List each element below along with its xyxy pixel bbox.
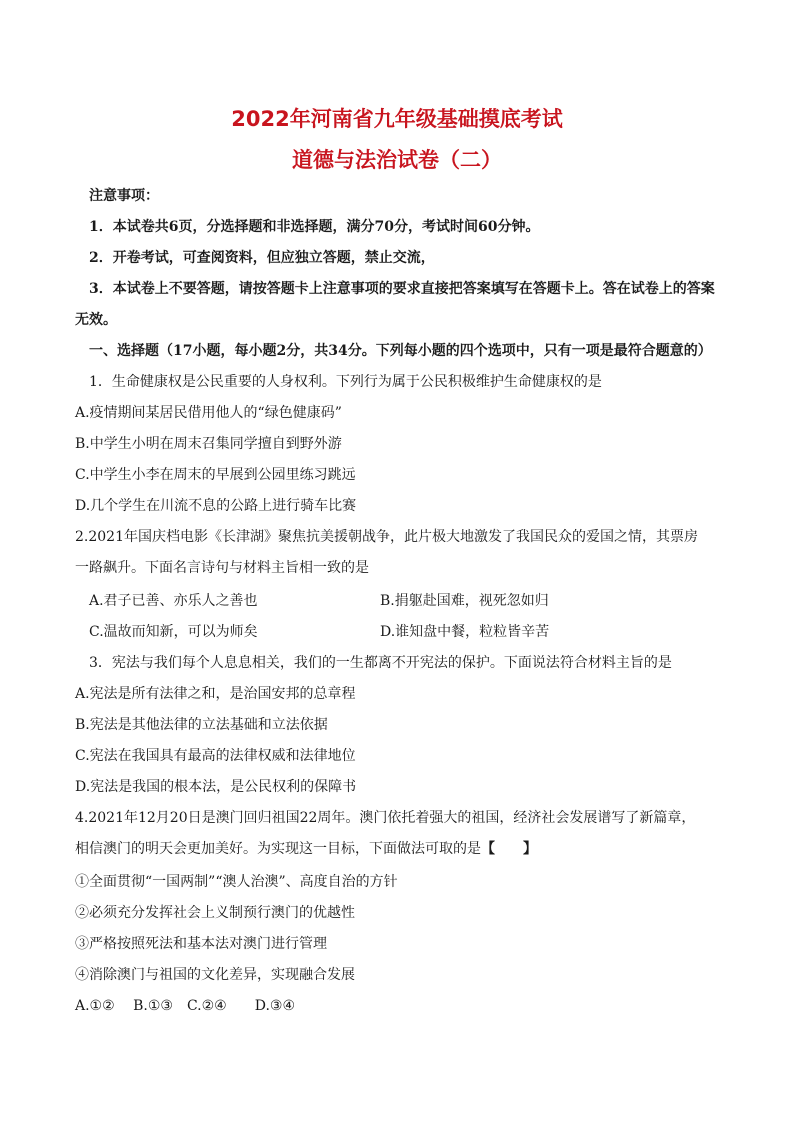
- question-1-option-c: C.中学生小李在周末的早展到公园里练习跳远: [75, 467, 356, 483]
- question-3-option-b: B.宪法是其他法律的立法基础和立法依据: [75, 717, 328, 733]
- question-2-option-c: C.温故而知新，可以为师矣: [89, 624, 258, 640]
- question-2-stem-line-1: 2.2021年国庆档电影《长津湖》聚焦抗美援朝战争，此片极大地激发了我国民众的爱国之情，其票房: [75, 529, 698, 545]
- question-4-answer-choices: A.①② B.①③ C.②④ D.③④: [75, 998, 295, 1014]
- question-4-statement-1: ①全面贯彻“一国两制”“澳人治澳”、高度自治的方针: [75, 874, 398, 890]
- question-4-stem-line-2-text: 相信澳门的明天会更加美好。为实现这一目标，下面做法可取的是: [75, 841, 481, 857]
- section-heading: 一、选择题（17小题，每小题2分，共34分。下列每小题的四个选项中，只有一项是最符合题意的）: [89, 343, 712, 359]
- notice-item-1: 1．本试卷共6页，分选择题和非选择题，满分70分，考试时间60分钟。: [89, 219, 540, 235]
- question-4-statement-4: ④消除澳门与祖国的文化差异，实现融合发展: [75, 967, 355, 983]
- question-4-stem-line-2: [75, 842, 537, 856]
- notice-heading: 注意事项：: [89, 188, 159, 204]
- question-2-option-d: D.谁知盘中餐，粒粒皆辛苦: [380, 624, 550, 640]
- question-1-option-a: A.疫情期间某居民借用他人的“绿色健康码”: [75, 405, 342, 421]
- question-3-option-a: A.宪法是所有法律之和，是治国安邦的总章程: [75, 686, 356, 702]
- question-1-option-b: B.中学生小明在周末召集同学擅自到野外游: [75, 436, 342, 452]
- question-1-option-d: D.几个学生在川流不息的公路上进行骑车比赛: [75, 498, 357, 514]
- question-2-option-b: B.捐躯赴国难，视死忽如归: [380, 593, 549, 609]
- question-3-stem: 3．宪法与我们每个人息息相关，我们的一生都离不开宪法的保护。下面说法符合材料主旨的是: [89, 655, 672, 671]
- notice-item-3-line-2: 无效。: [75, 312, 117, 328]
- question-2-option-a: A.君子已善、亦乐人之善也: [89, 593, 258, 609]
- notice-item-2: 2．开卷考试，可查阅资料，但应独立答题，禁止交流，: [89, 250, 435, 266]
- answer-bracket: 【 】: [481, 841, 537, 857]
- question-4-stem-line-1: 4.2021年12月20日是澳门回归祖国22周年。澳门依托着强大的祖国，经济社会发展谱写了新篇章，: [75, 810, 696, 826]
- question-2-stem-line-2: 一路飙升。下面名言诗句与材料主旨相一致的是: [75, 560, 369, 576]
- question-4-statement-2: ②必须充分发挥社会上义制预行澳门的优越性: [75, 905, 355, 921]
- question-1-stem: 1．生命健康权是公民重要的人身权利。下列行为属于公民积极维护生命健康权的是: [89, 374, 602, 390]
- notice-item-3-line-1: 3．本试卷上不要答题，请按答题卡上注意事项的要求直接把答案填写在答题卡上。答在试卷上的答案: [89, 281, 715, 297]
- question-4-statement-3: ③严格按照死法和基本法对澳门进行管理: [75, 936, 327, 952]
- exam-subtitle: 道德与法治试卷（二）: [292, 148, 502, 172]
- exam-title: 2022年河南省九年级基础摸底考试: [231, 107, 563, 131]
- question-3-option-c: C.宪法在我国具有最高的法律权威和法律地位: [75, 748, 356, 764]
- question-3-option-d: D.宪法是我国的根本法，是公民权利的保障书: [75, 779, 357, 795]
